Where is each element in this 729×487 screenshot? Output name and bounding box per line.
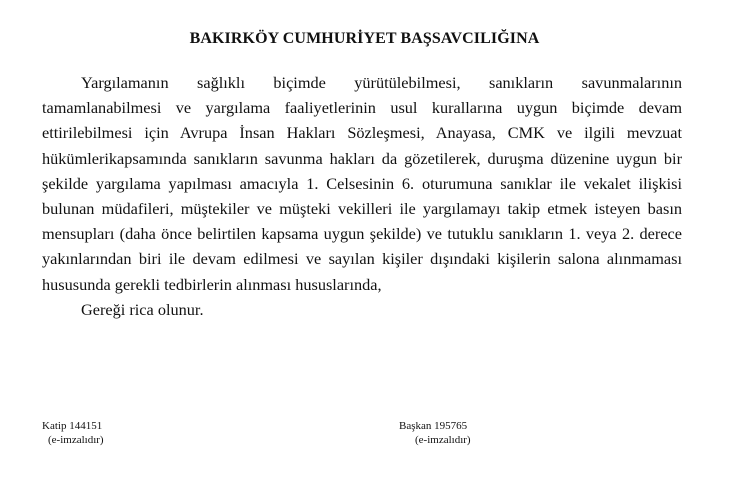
signature-president-note: (e-imzalıdır) <box>415 434 471 446</box>
signature-president-title: Başkan 195765 <box>399 420 468 432</box>
signature-clerk-note: (e-imzalıdır) <box>48 434 104 446</box>
signature-president <box>399 419 471 447</box>
document-body <box>42 70 682 322</box>
main-paragraph: Yargılamanın sağlıklı biçimde yürütülebilmesi, sanıkların savunmalarının tamamlanabilmesi ve yargılama faaliyetlerinin usul kurallarına uygun biçimde devam ettirilebilmesi için Avrupa İnsan Hakları Sözleşmesi, Anayasa, CMK ve ilgili mevzuat hükümlerikapsamında sanıkların savunma hakları da gözetilerek, duruşma düzenine uygun bir şekilde yargılama yapılması amacıyla 1. Celsesinin 6. oturumuna sanıklar ile vekalet ilişkisi bulunan müdafileri, müştekiler ve müşteki vekilleri ile yargılamayı takip etmek isteyen basın mensupları (daha önce belirtilen kapsama uygun şekilde) ve tutuklu sanıkların 1. veya 2. derece yakınlarından biri ile devam edilmesi ve sayılan kişiler dışındaki kişilerin salona alınmaması hususunda gerekli tedbirlerin alınması hususlarında, <box>42 73 682 294</box>
closing-line: Gereği rica olunur. <box>81 299 204 319</box>
signature-clerk-title: Katip 144151 <box>42 420 103 432</box>
signature-clerk <box>42 419 104 447</box>
document-title: BAKIRKÖY CUMHURİYET BAŞSAVCILIĞINA <box>189 30 540 47</box>
